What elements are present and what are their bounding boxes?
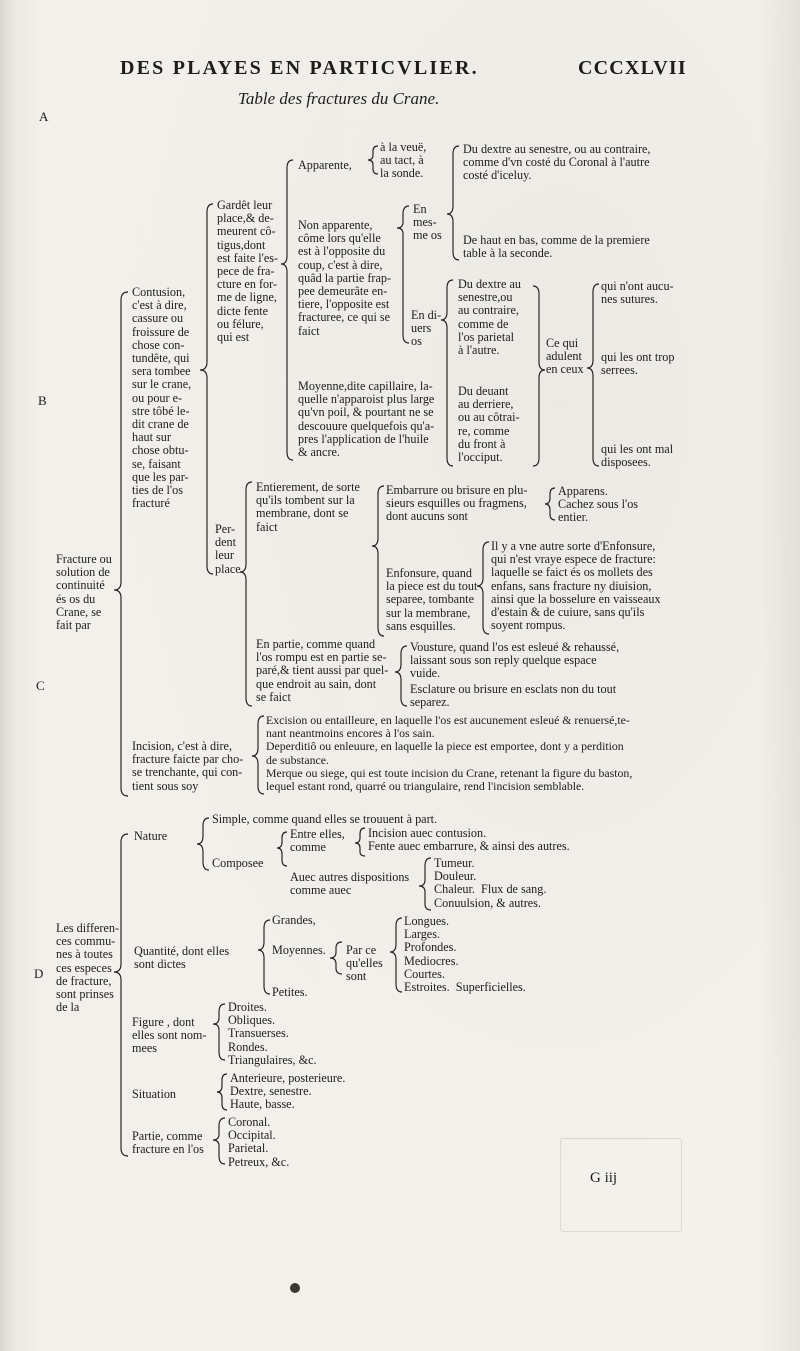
vousture-text: Vousture, quand l'os est esleué & rehaussé, laissant sous son reply quelque espace vuide.	[410, 640, 620, 681]
margin-letter-b: B	[38, 393, 47, 408]
esclature-text: Esclature ou brisure en esclats non du tout separez.	[410, 682, 617, 710]
situation-label: Situation	[132, 1087, 177, 1101]
folio-number: CCCXLVII	[578, 57, 687, 79]
du-dextre-2-text: Du dextre au senestre,ou au contraire, comme de l'os parietal à l'autre.	[458, 277, 521, 358]
partie-text: Partie, comme fracture en l'os	[132, 1129, 204, 1157]
embarrure-text: Embarrure ou brisure en plu- sieurs esquilles ou fragmens, dont aucuns sont	[386, 483, 528, 524]
perdent-text: Per- dent leur place	[215, 522, 241, 576]
en-divers-text: En di- uers os	[411, 308, 442, 349]
apparens-text: Apparens. Cachez sous l'os entier.	[558, 484, 639, 525]
gardent-text: Gardêt leur place,& de- meurent cô- tigus,dont est faite l'es- pece de fra- cture en for- me de ligne, dicte fente ou félure, qui est	[217, 198, 279, 345]
non-apparente-text: Non apparente, côme lors qu'elle est à l'opposite du coup, c'est à dire, quâd la partie frap- pee demeurâte en- tiere, l'opposite est fracturee, ce qui se faict	[298, 218, 392, 338]
sens-text: à la veuë, au tact, à la sonde.	[380, 140, 427, 181]
contusion-text: Contusion, c'est à dire, cassure ou froissure de chose con- tundête, qui sera tombee sur le crane, ou pour e- stre tôbé le- dit crane de haut sur chose obtu- se, faisant que les par- ties de l'os fracturé	[132, 285, 192, 511]
entre-items-text: Incision auec contusion. Fente auec embarrure, & ainsi des autres.	[368, 826, 570, 854]
show-through-ornament	[560, 1138, 682, 1232]
en-mesme-text: En mes- me os	[413, 202, 442, 243]
root-fracture: Fracture ou solution de continuité és os du Crane, se fait par	[56, 552, 112, 633]
il-y-a-text: Il y a vne autre sorte d'Enfonsure, qui n'est vraye espece de fracture: laquelle se faict és os mollets des enfans, sans fracture ny diuision, ainsi que la bosselure en vaisseaux d'estain & de cuiure, sans qu'ils soyent rompus.	[491, 539, 661, 633]
size-petites: Petites.	[272, 985, 308, 999]
size-moyennes: Moyennes.	[272, 943, 326, 957]
sit-items-text: Anterieure, posterieure. Dextre, senestre. Haute, basse.	[230, 1071, 346, 1112]
fig-items-text: Droites. Obliques. Transuerses. Rondes. Triangulaires, &c.	[228, 1000, 317, 1067]
margin-letter-c: C	[36, 678, 45, 693]
quantite-text: Quantité, dont elles sont dictes	[134, 944, 230, 972]
simple-text: Simple, comme quand elles se trouuent à part.	[212, 812, 438, 826]
size-grandes: Grandes,	[272, 913, 316, 927]
sutures-1: qui n'ont aucu- nes sutures.	[601, 279, 674, 307]
incision-items-text: Excision ou entailleure, en laquelle l'os est aucunement esleué & renuersé,te- nant neantmoins encores à l'os sain. Deperditiô ou enleuure, en laquelle la piece est emportee, dont y a perdition de substance. Merque ou siege, qui est toute incision du Crane, retenant la figure du baston, lequel estant rond, quarré ou triangulaire, rend l'incision semblable.	[266, 713, 633, 794]
enfonsure-text: Enfonsure, quand la piece est du tout separee, tombante sur la membrane, sans esquilles.	[386, 566, 478, 633]
dispositions-text: Tumeur. Douleur. Chaleur. Flux de sang. Conuulsion, & autres.	[434, 856, 547, 910]
entre-elles-text: Entre elles, comme	[290, 827, 345, 855]
incision-text: Incision, c'est à dire, fracture faicte par cho- se trenchante, qui con- tient sous soy	[132, 739, 244, 793]
du-deuant-text: Du deuant au derriere, ou au côtrai- re, comme du front à l'occiput.	[458, 384, 520, 465]
ink-spot	[290, 1283, 300, 1293]
signature-mark: G iij	[590, 1170, 618, 1186]
ce-qui-text: Ce qui adulent en ceux	[546, 336, 584, 377]
par-ce-text: Par ce qu'elles sont	[346, 943, 383, 984]
margin-letter-a: A	[39, 109, 49, 124]
sutures-2: qui les ont trop serrees.	[601, 350, 675, 378]
table-title: Table des fractures du Crane.	[238, 89, 440, 108]
root-differences: Les differen- ces commu- nes à toutes ces especes de fracture, sont prinses de la	[56, 921, 120, 1015]
figure-text: Figure , dont elles sont nom- mees	[132, 1015, 207, 1056]
running-title: DES PLAYES EN PARTICVLIER.	[120, 57, 479, 79]
de-haut-text: De haut en bas, comme de la premiere table à la seconde.	[463, 233, 650, 261]
auec-text: Auec autres dispositions comme auec	[290, 870, 410, 898]
composee-label: Composee	[212, 856, 264, 870]
en-partie-text: En partie, comme quand l'os rompu est en partie se- paré,& tient aussi par quel- que endroit au sain, dont se faict	[256, 637, 389, 704]
margin-letter-d: D	[34, 966, 44, 981]
sutures-3: qui les ont mal disposees.	[601, 442, 674, 470]
moyenne-text: Moyenne,dite capillaire, la- quelle n'apparoist plus large qu'vn poil, & pourtant ne se descouure quelquefois qu'a- pres l'application de l'huile & ancre.	[298, 379, 435, 460]
entierement-text: Entierement, de sorte qu'ils tombent sur la membrane, dont se faict	[256, 480, 360, 534]
apparente-label: Apparente,	[298, 158, 352, 172]
bones-text: Coronal. Occipital. Parietal. Petreux, &c.	[228, 1115, 290, 1169]
nature-label: Nature	[134, 829, 168, 843]
dims-text: Longues. Larges. Profondes. Mediocres. Courtes. Estroites. Superficielles.	[404, 914, 526, 995]
du-dextre-1-text: Du dextre au senestre, ou au contraire, comme d'vn costé du Coronal à l'autre costé d'iceluy.	[463, 142, 651, 183]
